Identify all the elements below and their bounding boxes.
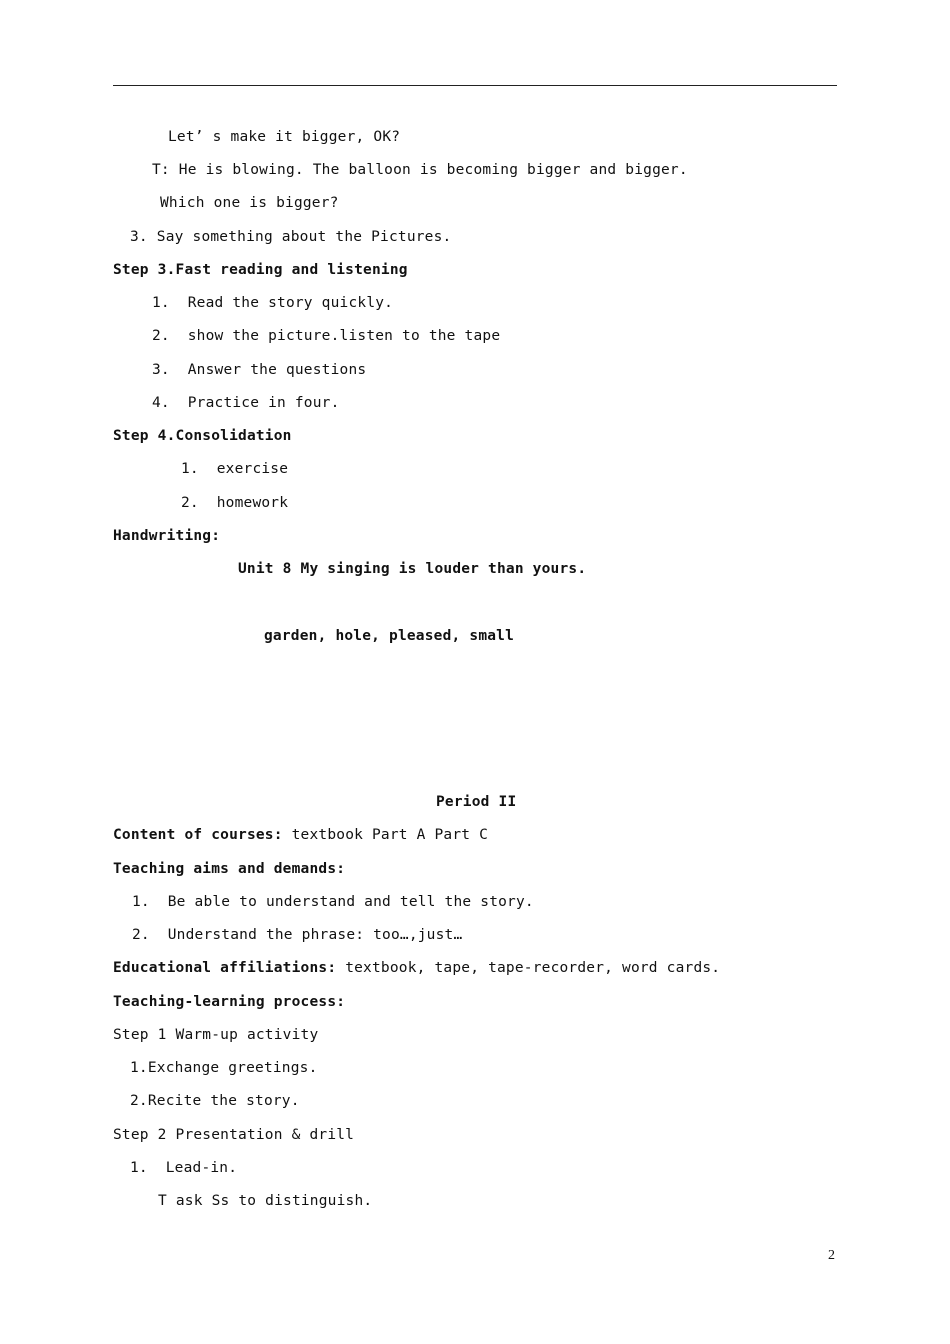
- list-item: 4. Practice in four.: [152, 395, 340, 411]
- list-item: 3. Say something about the Pictures.: [130, 229, 452, 245]
- content-value: textbook Part A Part C: [291, 827, 489, 843]
- list-item: 2.Recite the story.: [130, 1093, 300, 1109]
- header-rule: [113, 85, 837, 86]
- list-item: 2. Understand the phrase: too…,just…: [132, 927, 463, 943]
- list-item: 2. homework: [181, 495, 289, 511]
- list-item: 1. exercise: [181, 461, 289, 477]
- content-of-courses: [113, 826, 488, 844]
- educational-affiliations: [113, 959, 720, 977]
- list-item: 1. Read the story quickly.: [152, 295, 394, 311]
- handwriting-heading: Handwriting:: [113, 528, 221, 544]
- period-title: Period II: [436, 794, 517, 810]
- aims-heading: Teaching aims and demands:: [113, 861, 346, 877]
- list-item: 1. Be able to understand and tell the story.: [132, 894, 534, 910]
- unit-title: Unit 8 My singing is louder than yours.: [238, 561, 587, 577]
- list-item: 1. Lead-in.: [130, 1160, 238, 1176]
- list-item: 1.Exchange greetings.: [130, 1060, 318, 1076]
- dialogue-line: Let’ s make it bigger, OK?: [168, 129, 401, 145]
- dialogue-line: T: He is blowing. The balloon is becoming bigger and bigger.: [152, 162, 688, 178]
- vocabulary-words: garden, hole, pleased, small: [264, 628, 515, 644]
- step-2-heading: Step 2 Presentation & drill: [113, 1127, 355, 1143]
- step-3-heading: Step 3.Fast reading and listening: [113, 262, 408, 278]
- process-heading: Teaching-learning process:: [113, 994, 346, 1010]
- step-1-heading: Step 1 Warm-up activity: [113, 1027, 319, 1043]
- dialogue-line: Which one is bigger?: [160, 195, 339, 211]
- edu-label: Educational affiliations:: [113, 960, 337, 976]
- list-item: 3. Answer the questions: [152, 362, 367, 378]
- edu-value: textbook, tape, tape-recorder, word cards.: [345, 960, 721, 976]
- list-item: T ask Ss to distinguish.: [158, 1193, 373, 1209]
- step-4-heading: Step 4.Consolidation: [113, 428, 292, 444]
- content-label: Content of courses:: [113, 827, 283, 843]
- list-item: 2. show the picture.listen to the tape: [152, 328, 501, 344]
- page-number: 2: [828, 1248, 835, 1263]
